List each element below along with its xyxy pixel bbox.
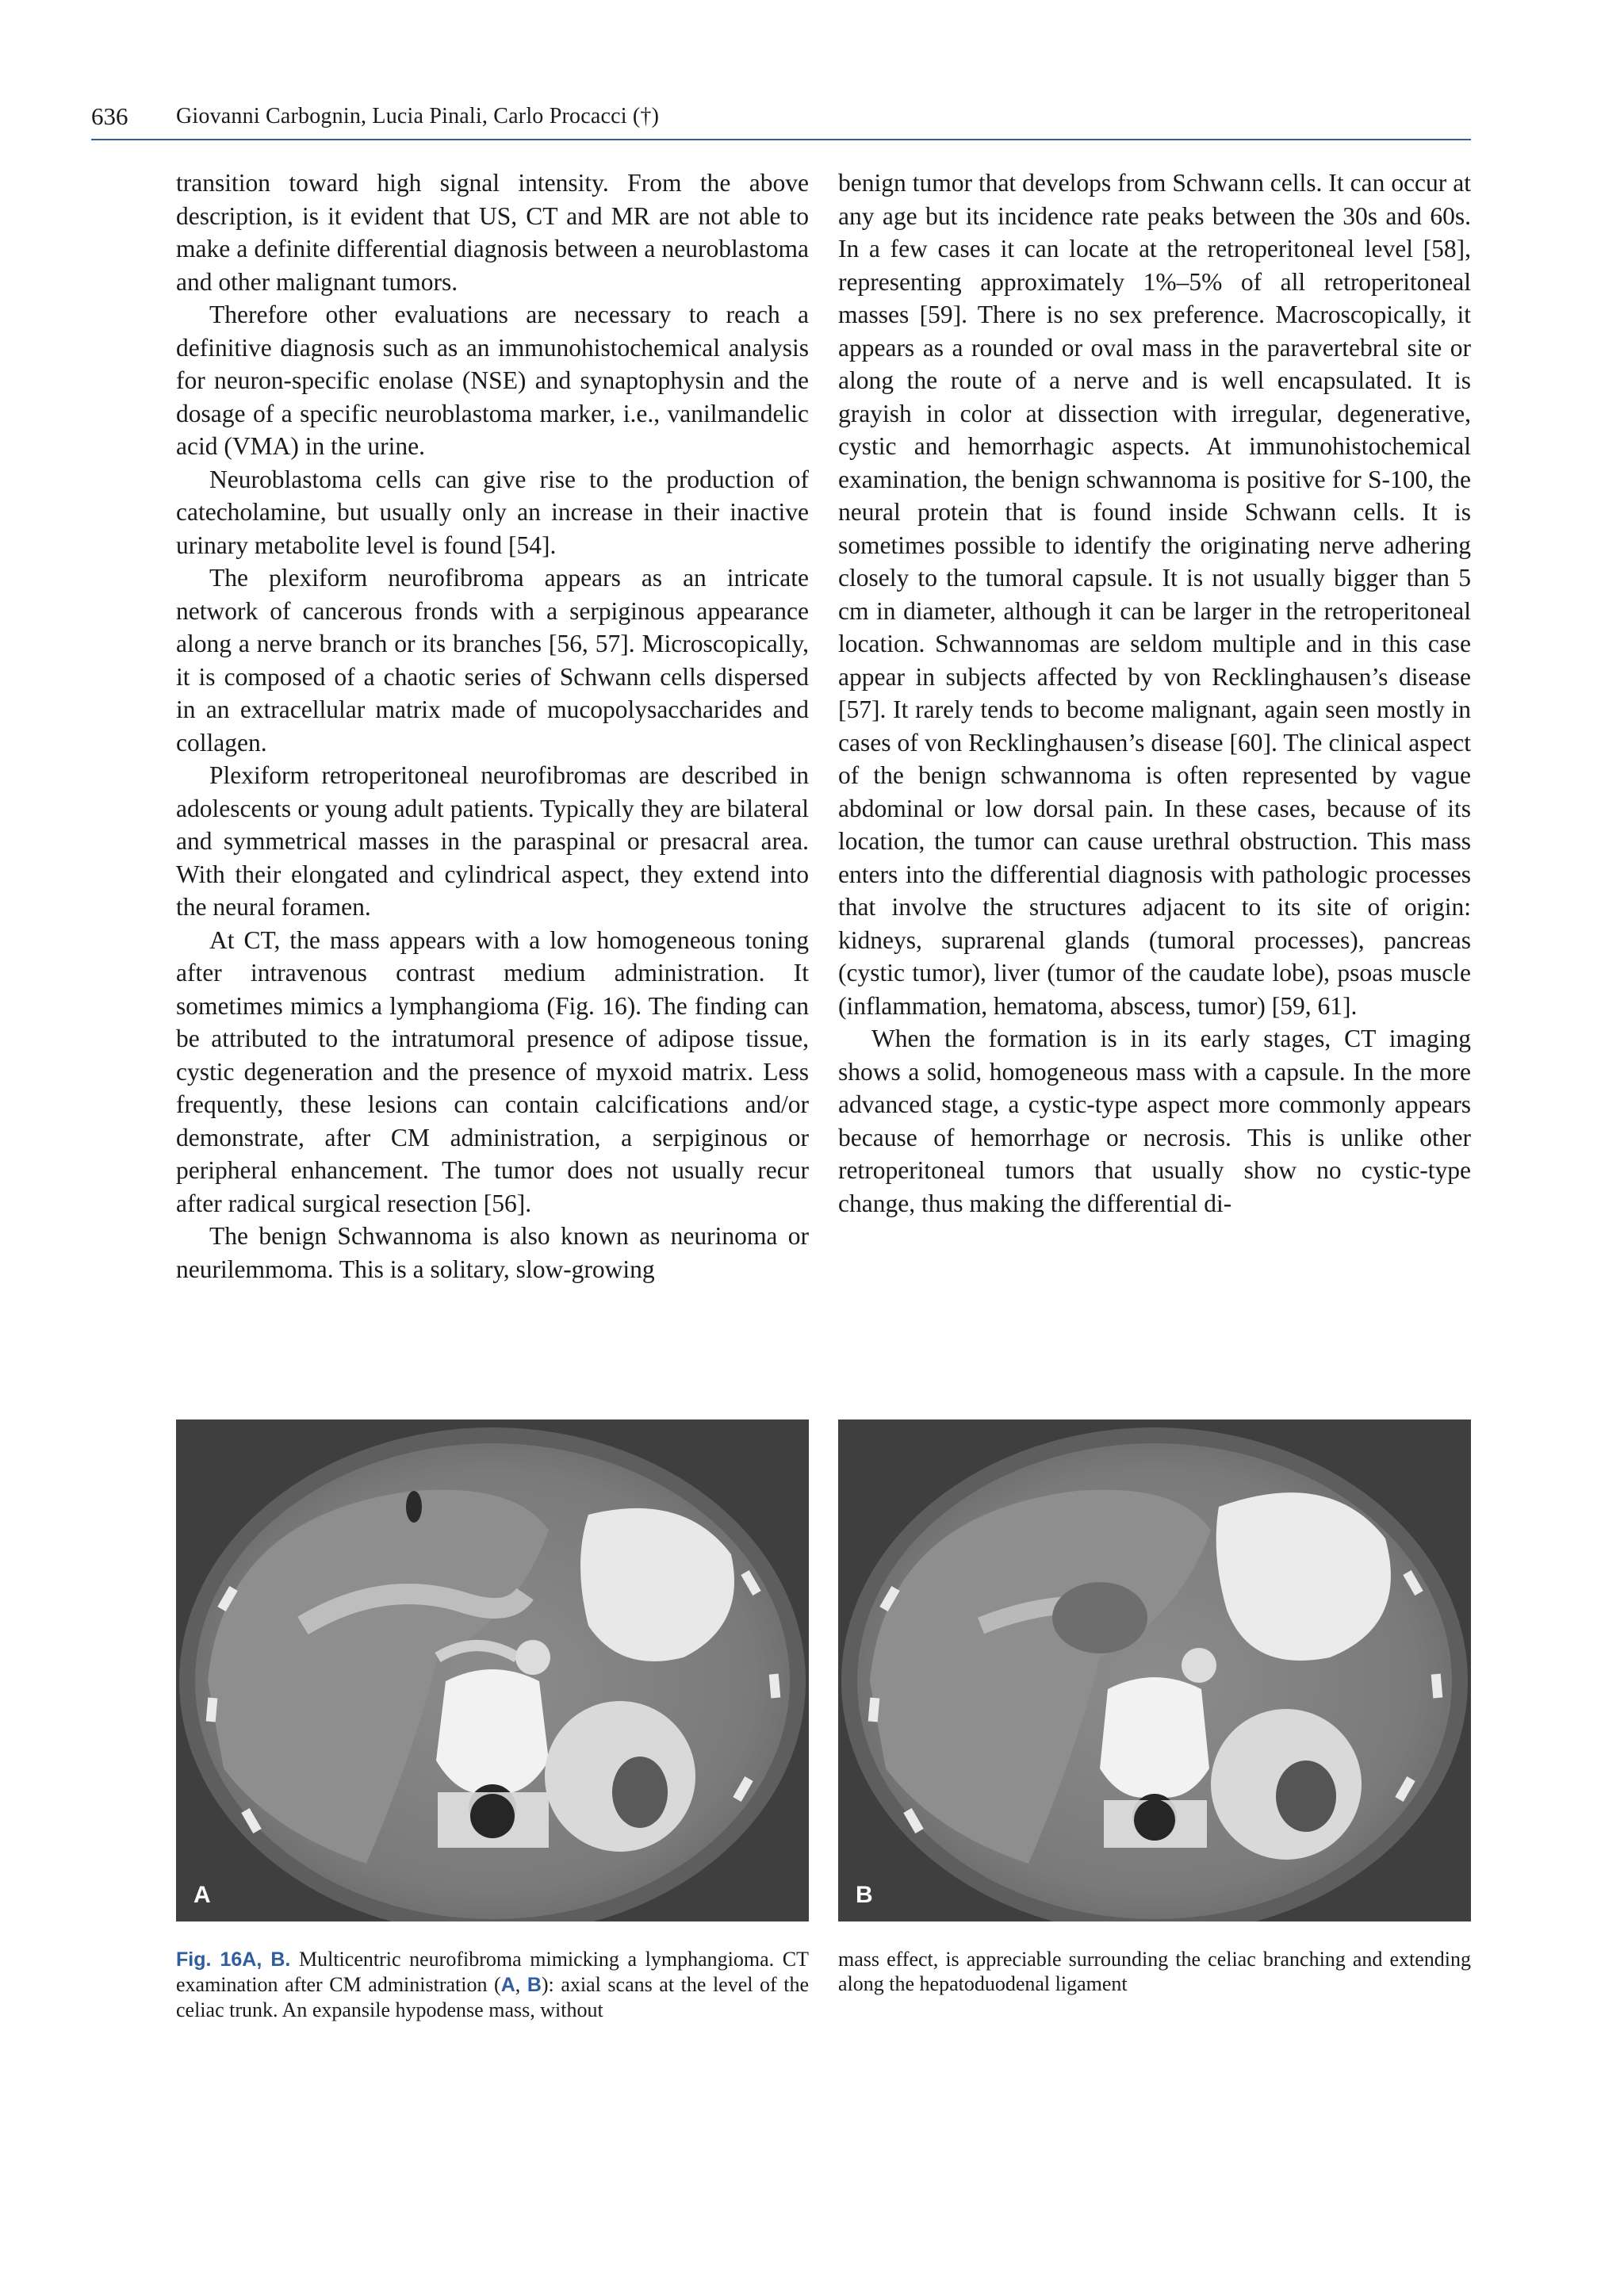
caption-separator: ,: [515, 1973, 527, 1996]
ct-scan-image-b: [838, 1420, 1471, 1921]
page-number: 636: [91, 102, 128, 130]
caption-ref-b: B: [527, 1974, 542, 1996]
ct-scan-panel-b: [838, 1420, 1471, 1921]
paragraph: At CT, the mass appears with a low homogeneous toning after intravenous contrast medium administration. It sometimes mimics a lymphangioma (Fig. 16). The finding can be attributed to the intratumoral presence of adipose tissue, cystic degeneration and the presence of myxoid matrix. Less frequently, these lesions can contain calcifications and/or demonstrate, after CM administration, a serpiginous or peripheral enhancement. The tumor does not usually recur after radical surgical resection [56].: [176, 925, 809, 1217]
caption-text: ): axial scans at the level of the celiac trunk. An expansile hypodense mass, without: [176, 1973, 810, 2021]
paragraph: Plexiform retroperitoneal neurofibromas are described in adolescents or young adult patients. Typically they are bilateral and symmetrical masses in the paraspinal or presacral area. With their elongated and cylindrical aspect, they extend into the neural foramen.: [176, 761, 809, 921]
panel-label-b: B: [856, 1882, 873, 1908]
caption-text: Multicentric neurofibroma mimicking a lymphangioma. CT examination after CM administration (: [176, 1948, 809, 1996]
paragraph: Neuroblastoma cells can give rise to the production of catecholamine, but usually only an increase in their inactive urinary metabolite level is found [54].: [176, 465, 809, 559]
paragraph: The benign Schwannoma is also known as neurinoma or neurilemmoma. This is a solitary, slow-growing: [176, 1222, 809, 1283]
right-column: [838, 167, 1471, 1220]
caption-label: Fig. 16A, B.: [176, 1948, 291, 1971]
panel-label-a: A: [193, 1882, 211, 1908]
page-header: [91, 99, 1471, 140]
left-column: [176, 167, 809, 1285]
figure-caption: [176, 1947, 809, 2022]
running-head: Giovanni Carbognin, Lucia Pinali, Carlo Procacci (†): [176, 104, 660, 128]
caption-ref-a: A: [500, 1974, 515, 1996]
paragraph: Therefore other evaluations are necessary to reach a definitive diagnosis such as an immunohistochemical analysis for neuron-specific enolase (NSE) and synaptophysin and the dosage of a specific neuroblastoma marker, i.e., vanilmandelic acid (VMA) in the urine.: [176, 301, 809, 460]
paragraph: transition toward high signal intensity. From the above description, is it evident that US, CT and MR are not able to make a definite differential diagnosis between a neuroblastoma and other malignant tumors.: [176, 169, 809, 296]
paragraph: When the formation is in its early stages, CT imaging shows a solid, homogeneous mass with a capsule. In the more advanced stage, a cystic-type aspect more commonly appears because of hemorrhage or necrosis. This is unlike other retroperitoneal tumors that usually show no cystic-type change, thus making the differential di-: [838, 1025, 1471, 1217]
ct-scan-image-a: [176, 1420, 809, 1921]
figure-caption-continuation: mass effect, is appreciable surrounding the celiac branching and extending along the hepatoduodenal ligament: [838, 1948, 1471, 1995]
ct-scan-panel-a: [176, 1420, 809, 1921]
paragraph: benign tumor that develops from Schwann cells. It can occur at any age but its incidence rate peaks between the 30s and 60s. In a few cases it can locate at the retroperitoneal level [58], representing approximately 1%–5% of all retroperitoneal masses [59]. There is no sex preference. Macroscopically, it appears as a rounded or oval mass in the paravertebral site or along the route of a nerve and is well encapsulated. It is grayish in color at dissection with irregular, degenerative, cystic and hemorrhagic aspects. At immunohistochemical examination, the benign schwannoma is positive for S-100, the neural protein that is found inside Schwann cells. It is sometimes possible to identify the originating nerve adhering closely to the tumoral capsule. It is not usually bigger than 5 cm in diameter, although it can be larger in the retroperitoneal location. Schwannomas are seldom multiple and in this case appear in subjects affected by von Recklinghausen’s disease [57]. It rarely tends to become malignant, again seen mostly in cases of von Recklinghausen’s disease [60]. The clinical aspect of the benign schwannoma is often represented by vague abdominal or low dorsal pain. In these cases, because of its location, the tumor can cause urethral obstruction. This mass enters into the differential diagnosis with pathologic processes that involve the structures adjacent to its site of origin: kidneys, suprarenal glands (tumoral processes), pancreas (cystic tumor), liver (tumor of the caudate lobe), psoas muscle (inflammation, hematoma, abscess, tumor) [59, 61].: [838, 169, 1471, 1020]
paragraph: The plexiform neurofibroma appears as an intricate network of cancerous fronds with a serpiginous appearance along a nerve branch or its branches [56, 57]. Microscopically, it is composed of a chaotic series of Schwann cells dispersed in an extracellular matrix made of mucopolysaccharides and collagen.: [176, 564, 809, 757]
